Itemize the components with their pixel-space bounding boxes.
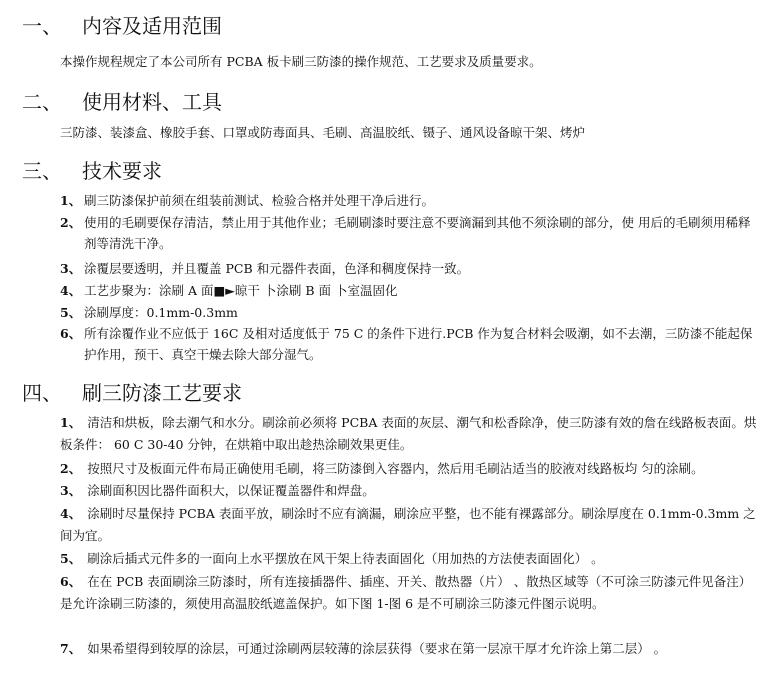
section-1-heading: [22, 10, 222, 39]
section-1-text: 本操作规程规定了本公司所有 PCBA 板卡刷三防漆的操作规范、工艺要求及质量要求。: [60, 54, 542, 69]
section-title: 使用材料、工具: [82, 90, 222, 114]
list-item: 4、 工艺步聚为：涂刷 A 面■►晾干 卜涂刷 B 面 卜室温固化: [60, 283, 398, 298]
list-item: 1、 刷三防漆保护前须在组装前测试、检验合格并处理干净后进行。: [60, 193, 435, 208]
list-item: 5、 刷涂后插式元件多的一面向上水平摆放在风干架上待表面固化（用加热的方法使表面固化） 。: [60, 551, 604, 566]
section-number: 二、: [22, 90, 62, 114]
section-2-text: 三防漆、装漆盒、橡胶手套、口罩或防毒面具、毛刷、高温胶纸、镊子、通风设备晾干架、烤炉: [60, 125, 586, 140]
section-number: 三、: [22, 159, 62, 183]
list-item: 1、 清洁和烘板，除去潮气和水分。刷涂前必须将 PCBA 表面的灰层、潮气和松香除净，使三防漆有效的詹在线路板表面。烘板条件： 60 C 30-40 分钟，在烘箱中取出趁热涂刷效果更佳。: [60, 415, 757, 452]
list-item: 2、 使用的毛刷要保存清洁，禁止用于其他作业；毛刷刷漆时要注意不要滴漏到其他不须涂刷的部分，使 用后的毛刷须用稀释剂等清洗干净。: [60, 215, 751, 251]
list-item: 4、 涂刷时尽量保持 PCBA 表面平放，刷涂时不应有滴漏，刷涂应平整，也不能有裸露部分。刷涂厚度在 0.1mm-0.3mm 之间为宜。: [60, 506, 756, 543]
list-item: 5、 涂刷厚度：0.1mm-0.3mm: [60, 305, 238, 320]
section-4-heading: [22, 377, 242, 406]
section-title: 刷三防漆工艺要求: [82, 381, 242, 405]
list-item: 3、 涂刷面积因比器件面积大，以保证覆盖器件和焊盘。: [60, 483, 375, 498]
list-item: 6、 所有涂覆作业不应低于 16C 及相对适度低于 75 C 的条件下进行.PCB 作为复合材料会吸潮，如不去潮，三防漆不能起保护作用，预干、真空干燥去除大部分湿气。: [60, 326, 753, 362]
list-item: 7、 如果希望得到较厚的涂层，可通过涂刷两层较薄的涂层获得（要求在第一层凉干厚才允许涂上第二层） 。: [60, 641, 667, 656]
section-title: 内容及适用范围: [82, 14, 222, 38]
section-title: 技术要求: [82, 159, 162, 183]
list-item: 3、 涂覆层要透明，并且覆盖 PCB 和元器件表面，色泽和稠度保持一致。: [60, 261, 470, 276]
section-2-heading: [22, 86, 222, 115]
list-item: 6、 在在 PCB 表面刷涂三防漆时，所有连接插器件、插座、开关、散热器（片） 、散热区域等（不可涂三防漆元件见备注）是允许涂刷三防漆的，须使用高温胶纸遮盖保护。如下图 1-图 6 是不可刷涂三防漆元件图示说明。: [60, 574, 752, 611]
section-3-heading: [22, 155, 162, 184]
list-item: 2、 按照尺寸及板面元件布局正确使用毛刷，将三防漆倒入容器内，然后用毛刷沾适当的胶液对线路板均 匀的涂刷。: [60, 461, 704, 476]
section-number: 四、: [22, 381, 62, 405]
section-number: 一、: [22, 14, 62, 38]
